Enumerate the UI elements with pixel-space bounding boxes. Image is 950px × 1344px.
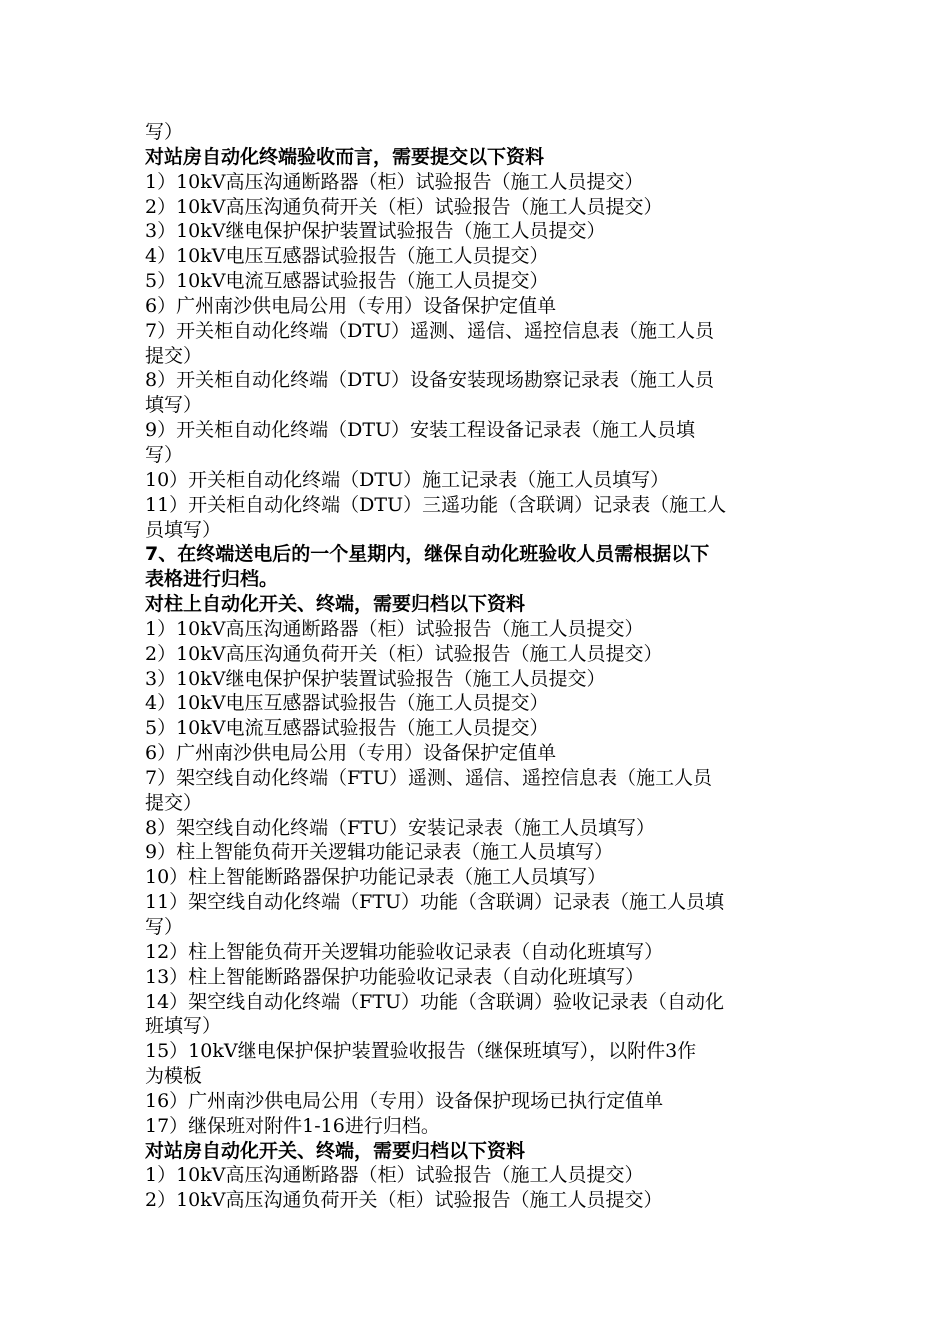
text-line: 1）10kV高压沟通断路器（柜）试验报告（施工人员提交）	[145, 170, 644, 193]
text-line: 12）柱上智能负荷开关逻辑功能验收记录表（自动化班填写）	[145, 940, 664, 963]
text-line: 11）架空线自动化终端（FTU）功能（含联调）记录表（施工人员填	[145, 891, 725, 914]
text-line: 10）柱上智能断路器保护功能记录表（施工人员填写）	[145, 866, 607, 889]
text-line: 8）开关柜自动化终端（DTU）设备安装现场勘察记录表（施工人员	[145, 369, 715, 392]
text-line: 5）10kV电流互感器试验报告（施工人员提交）	[145, 717, 549, 740]
heading-line: 7、在终端送电后的一个星期内，继保自动化班验收人员需根据以下	[145, 543, 710, 566]
text-line: 1）10kV高压沟通断路器（柜）试验报告（施工人员提交）	[145, 617, 644, 640]
text-line: 写）	[145, 443, 184, 466]
heading-line: 对站房自动化开关、终端，需要归档以下资料	[145, 1139, 526, 1162]
heading-line: 对柱上自动化开关、终端，需要归档以下资料	[145, 593, 526, 616]
text-line: 6）广州南沙供电局公用（专用）设备保护定值单	[145, 294, 557, 317]
text-line: 员填写）	[145, 518, 222, 541]
text-line: 13）柱上智能断路器保护功能验收记录表（自动化班填写）	[145, 965, 645, 988]
text-line: 4）10kV电压互感器试验报告（施工人员提交）	[145, 692, 549, 715]
text-line: 提交）	[145, 791, 203, 814]
document-body	[145, 120, 810, 1213]
text-line: 写）	[145, 916, 184, 938]
text-line: 16）广州南沙供电局公用（专用）设备保护现场已执行定值单	[145, 1089, 664, 1112]
text-line: 7）开关柜自动化终端（DTU）遥测、遥信、遥控信息表（施工人员	[145, 319, 715, 342]
text-line: 6）广州南沙供电局公用（专用）设备保护定值单	[145, 742, 557, 765]
text-line: 5）10kV电流互感器试验报告（施工人员提交）	[145, 270, 549, 293]
heading-line: 表格进行归档。	[145, 568, 279, 591]
text-line: 11）开关柜自动化终端（DTU）三遥功能（含联调）记录表（施工人	[145, 493, 727, 516]
text-line: 15）10kV继电保护保护装置验收报告（继保班填写），以附件3作	[145, 1040, 697, 1063]
text-line: 3）10kV继电保护保护装置试验报告（施工人员提交）	[145, 220, 606, 243]
text-line: 9）开关柜自动化终端（DTU）安装工程设备记录表（施工人员填	[145, 419, 696, 442]
text-line: 2）10kV高压沟通负荷开关（柜）试验报告（施工人员提交）	[145, 642, 663, 665]
text-line: 7）架空线自动化终端（FTU）遥测、遥信、遥控信息表（施工人员	[145, 766, 712, 789]
text-line: 17）继保班对附件1-16进行归档。	[145, 1114, 440, 1137]
text-line: 14）架空线自动化终端（FTU）功能（含联调）验收记录表（自动化	[145, 990, 725, 1013]
text-line: 填写）	[145, 394, 203, 417]
heading-line: 对站房自动化终端验收而言，需要提交以下资料	[145, 145, 545, 168]
text-line: 8）架空线自动化终端（FTU）安装记录表（施工人员填写）	[145, 816, 655, 839]
text-line: 2）10kV高压沟通负荷开关（柜）试验报告（施工人员提交）	[145, 1189, 663, 1212]
text-line: 10）开关柜自动化终端（DTU）施工记录表（施工人员填写）	[145, 468, 670, 491]
text-line: 写）	[145, 121, 184, 143]
text-line: 4）10kV电压互感器试验报告（施工人员提交）	[145, 245, 549, 268]
text-line: 2）10kV高压沟通负荷开关（柜）试验报告（施工人员提交）	[145, 195, 663, 218]
text-line: 为模板	[145, 1065, 203, 1088]
text-line: 提交）	[145, 344, 203, 367]
text-line: 班填写）	[145, 1015, 222, 1038]
text-line: 9）柱上智能负荷开关逻辑功能记录表（施工人员填写）	[145, 841, 614, 864]
text-line: 3）10kV继电保护保护装置试验报告（施工人员提交）	[145, 667, 606, 690]
text-line: 1）10kV高压沟通断路器（柜）试验报告（施工人员提交）	[145, 1164, 644, 1187]
